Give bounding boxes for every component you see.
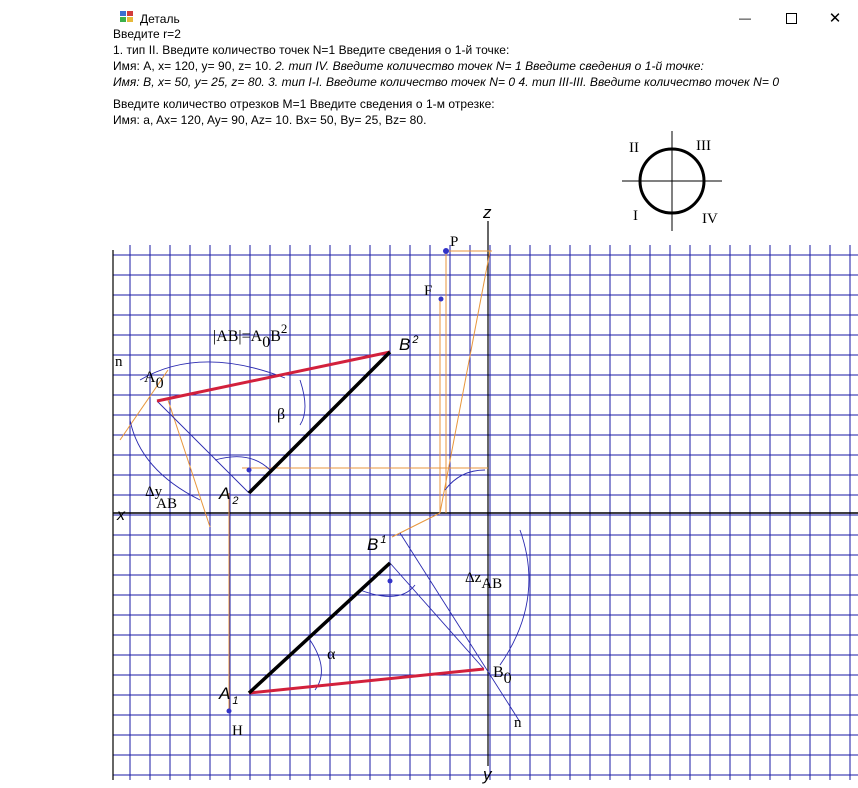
quadrant-label-III: III xyxy=(696,138,711,154)
quadrant-label-I: I xyxy=(633,208,638,224)
label-n-bottom: n xyxy=(514,715,522,731)
label-B1: B $^1$ xyxy=(367,534,387,554)
y-axis-label: y xyxy=(483,765,492,784)
quadrant-label-II: II xyxy=(629,140,639,156)
point-a-text: Имя: A, x= 120, y= 90, z= 10. xyxy=(113,59,272,73)
info-line-segments: Введите количество отрезков M=1 Введите сведения о 1-м отрезке: xyxy=(113,97,495,111)
quadrant-label-IV: IV xyxy=(702,211,718,227)
label-delta-y: Δy AB xyxy=(145,484,177,512)
close-icon: ✕ xyxy=(828,10,842,27)
label-delta-z: ΔzAB xyxy=(465,570,503,592)
point-F xyxy=(439,297,444,302)
label-H: H xyxy=(232,723,243,739)
label-true-length-formula: $|AB|=A0B^2$ xyxy=(213,321,288,351)
label-alpha: α xyxy=(327,646,336,663)
construction-lines xyxy=(120,251,492,712)
point-H xyxy=(227,709,232,714)
true-length-line-bottom xyxy=(249,669,484,693)
type-other-text: 3. тип I-I. Введите количество точек N= 0 4. тип III-III. Введите количество точек N= 0 xyxy=(264,75,780,89)
label-B2: B $^2$ xyxy=(399,334,419,354)
point-mid-2 xyxy=(388,579,393,584)
point-P xyxy=(443,248,449,254)
z-axis-label: z xyxy=(483,203,492,222)
label-A2: A $_2$ xyxy=(219,484,239,507)
true-length-line-top xyxy=(157,352,390,401)
type4-text: 2. тип IV. Введите количество точек N= 1 Введите сведения о 1-й точке: xyxy=(271,59,704,73)
label-beta: β xyxy=(277,406,286,423)
info-line-radius: Введите r=2 xyxy=(113,27,181,41)
quadrant-diagram xyxy=(622,131,722,231)
label-B0: B0 xyxy=(493,664,512,687)
point-b-text: Имя: B, x= 50, y= 25, z= 80. xyxy=(113,75,265,89)
label-A0: A0 xyxy=(144,369,164,392)
window-title: Деталь xyxy=(140,12,180,26)
label-F: F xyxy=(424,283,433,299)
info-line-segment-a: Имя: a, Ax= 120, Ay= 90, Az= 10. Bx= 50, By= 25, Bz= 80. xyxy=(113,113,427,127)
point-mid xyxy=(247,468,252,473)
x-axis-label: x xyxy=(117,507,125,524)
label-P: P xyxy=(450,234,459,250)
label-n-top: n xyxy=(115,354,123,370)
minimize-icon: — xyxy=(739,11,751,25)
info-line-type2: 1. тип II. Введите количество точек N=1 Введите сведения о 1-й точке: xyxy=(113,43,510,57)
label-A1: A $_1$ xyxy=(219,684,239,707)
